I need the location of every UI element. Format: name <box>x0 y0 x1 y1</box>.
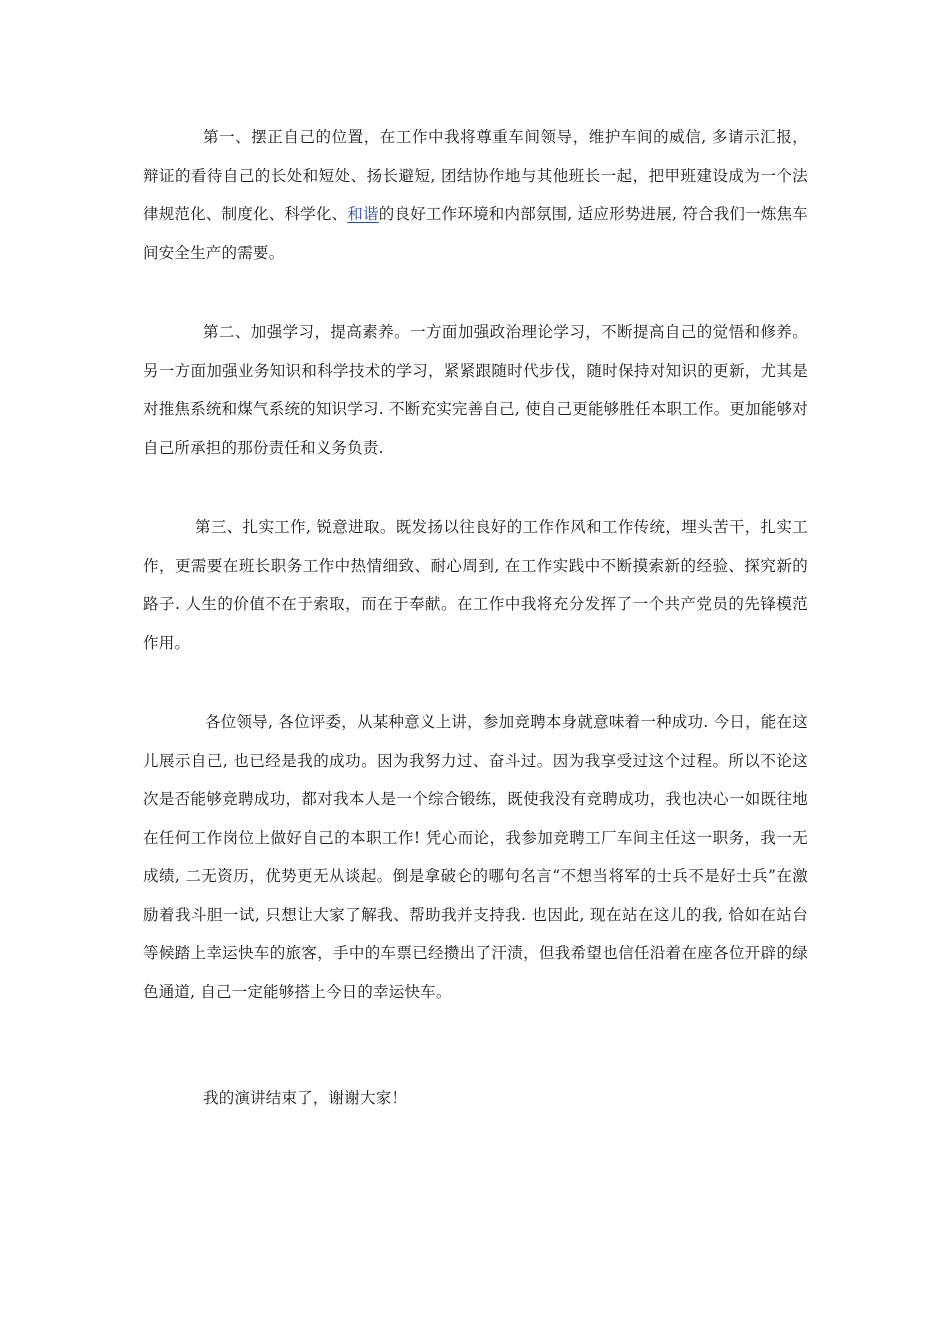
paragraph-2: 第二、加强学习，提高素养。一方面加强政治理论学习，不断提高自己的觉悟和修养。另一方面加强业务知识和科学技术的学习，紧紧跟随时代步伐，随时保持对知识的更新，尤其是对推焦系统和煤气系统的知识学习. 不断充实完善自己, 使自己更能够胜任本职工作。更加能够对自己所承担的那份责任和义务负责. <box>143 323 808 457</box>
paragraph-3: 第三、扎实工作, 锐意进取。既发扬以往良好的工作作风和工作传统，埋头苦干，扎实工作，更需要在班长职务工作中热情细致、耐心周到, 在工作实践中不断摸索新的经验、探究新的路子. 人生的价值不在于索取，而在于奉献。在工作中我将充分发挥了一个共产党员的先锋模范作用。 <box>143 518 808 652</box>
paragraph-1-text-before: 第一、摆正自己的位置，在工作中我将尊重车间领导，维护车间的威信, 多请示汇报，辩证的看待自己的长处和短处、扬长避短, 团结协作地与其他班长一起，把甲班建设成为一个法律规范化、制度化、科学化、 <box>143 128 808 223</box>
paragraph-1-text-after: 的良好工作环境和内部氛围, 适应形势进展, 符合我们一炼焦车间安全生产的需要。 <box>143 205 808 262</box>
closing-line: 我的演讲结束了，谢谢大家！ <box>203 1089 408 1107</box>
paragraph-1 <box>143 118 808 272</box>
paragraph-4: 各位领导, 各位评委，从某种意义上讲，参加竞聘本身就意味着一种成功. 今日，能在这儿展示自己, 也已经是我的成功。因为我努力过、奋斗过。因为我享受过这个过程。所以不论这次是否能够竞聘成功，都对我本人是一个综合锻练，既使我没有竞聘成功，我也决心一如既往地在任何工作岗位上做好自己的本职工作! 凭心而论，我参加竞聘工厂车间主任这一职务，我一无成绩, 二无资历，优势更无从谈起。倒是拿破仑的哪句名言“不想当将军的士兵不是好士兵”在激励着我斗胆一试, 只想让大家了解我、帮助我并支持我. 也因此, 现在站在这儿的我, 恰如在站台等候踏上幸运快车的旅客，手中的车票已经攒出了汗渍，但我希望也信任沿着在座各位开辟的绿色通道, 自己一定能够搭上今日的幸运快车。 <box>143 713 808 1001</box>
link-hexie[interactable]: 和谐 <box>347 205 379 223</box>
